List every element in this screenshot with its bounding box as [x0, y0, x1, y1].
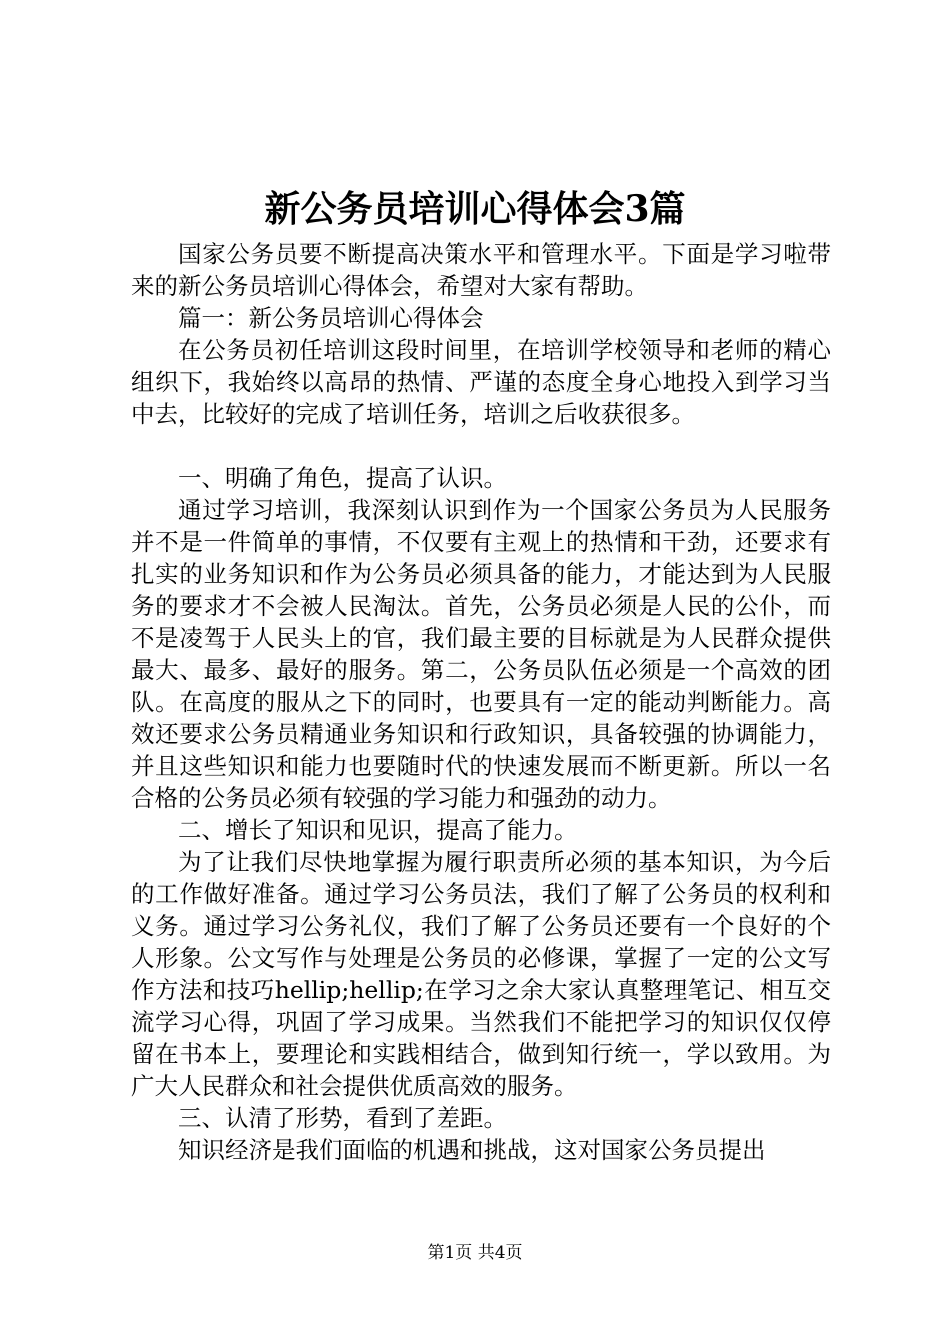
section-heading-article-one: 篇一：新公务员培训心得体会: [178, 304, 484, 332]
section-heading-three: 三、认清了形势，看到了差距。: [178, 1104, 507, 1132]
body-paragraph: 在公务员初任培训这段时间里，在培训学校领导和老师的精心组织下，我始终以高昂的热情、严谨的态度全身心地投入到学习当中去，比较好的完成了培训任务，培训之后收获很多。: [131, 336, 831, 428]
body-paragraph: 通过学习培训，我深刻认识到作为一个国家公务员为人民服务并不是一件简单的事情，不仅要有主观上的热情和干劲，还要求有扎实的业务知识和作为公务员必须具备的能力，才能达到为人民服务的要求才不会被人民淘汰。首先，公务员必须是人民的公仆，而不是凌驾于人民头上的官，我们最主要的目标就是为人民群众提供最大、最多、最好的服务。第二，公务员队伍必须是一个高效的团队。在高度的服从之下的同时，也要具有一定的能动判断能力。高效还要求公务员精通业务知识和行政知识，具备较强的协调能力，并且这些知识和能力也要随时代的快速发展而不断更新。所以一名合格的公务员必须有较强的学习能力和强劲的动力。: [131, 496, 831, 812]
section-heading-two: 二、增长了知识和见识，提高了能力。: [178, 816, 578, 844]
document-title: 新公务员培训心得体会3篇: [264, 188, 686, 230]
body-paragraph: 为了让我们尽快地掌握为履行职责所必须的基本知识，为今后的工作做好准备。通过学习公务员法，我们了解了公务员的权利和义务。通过学习公务礼仪，我们了解了公务员还要有一个良好的个人形象。公文写作与处理是公务员的必修课，掌握了一定的公文写作方法和技巧hellip;hellip;在学习之余大家认真整理笔记、相互交流学习心得，巩固了学习成果。当然我们不能把学习的知识仅仅停留在书本上，要理论和实践相结合，做到知行统一，学以致用。为广大人民群众和社会提供优质高效的服务。: [131, 848, 831, 1100]
section-heading-one: 一、明确了角色，提高了认识。: [178, 464, 507, 492]
document-body: [131, 238, 831, 1166]
intro-paragraph: 国家公务员要不断提高决策水平和管理水平。下面是学习啦带来的新公务员培训心得体会，希望对大家有帮助。: [131, 240, 831, 300]
body-paragraph: 知识经济是我们面临的机遇和挑战，这对国家公务员提出: [178, 1136, 766, 1164]
page-number-footer: 第1页 共4页: [427, 1243, 523, 1263]
